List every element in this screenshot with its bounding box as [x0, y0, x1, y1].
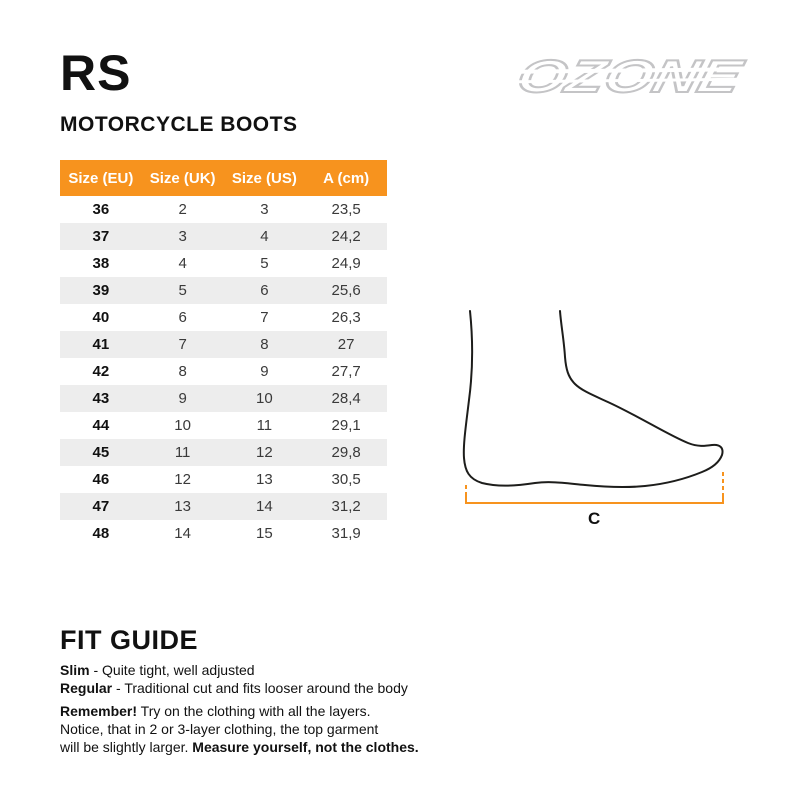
- cell-size-uk: 7: [142, 331, 224, 358]
- size-table: [60, 160, 387, 547]
- cell-size-uk: 2: [178, 201, 187, 218]
- cell-size-eu: 41: [60, 331, 142, 358]
- fit-guide-slim-line: [60, 661, 460, 679]
- cell-size-us: 13: [256, 471, 273, 488]
- cell-size-us: 7: [260, 309, 269, 326]
- cell-size-eu: 42: [92, 363, 110, 380]
- product-subtitle: MOTORCYCLE BOOTS: [60, 113, 298, 136]
- cell-size-us: 5: [260, 255, 269, 272]
- cell-size-uk: 8: [178, 363, 187, 380]
- cell-a-cm: 31,9: [331, 525, 361, 542]
- table-row: [60, 493, 387, 520]
- cell-size-us: 6: [224, 277, 306, 304]
- fit-guide-larger-text: will be slightly larger.: [60, 739, 193, 755]
- cell-a-cm: 24,9: [331, 255, 361, 272]
- cell-size-uk: 12: [174, 471, 191, 488]
- fit-guide-regular-label: Regular: [60, 680, 113, 696]
- fit-guide-remember-desc: Try on the clothing with all the layers.: [137, 703, 371, 719]
- table-row: [60, 277, 387, 304]
- cell-size-eu: 46: [92, 471, 110, 488]
- cell-size-eu: 43: [60, 385, 142, 412]
- cell-a-cm: 29,1: [331, 417, 361, 434]
- table-row: [60, 250, 387, 277]
- measure-label: C: [588, 509, 601, 528]
- cell-size-uk: 3: [142, 223, 224, 250]
- cell-a-cm: 26,3: [331, 309, 361, 326]
- measure-line: [466, 496, 723, 503]
- brand-logo: [500, 46, 760, 108]
- fit-guide-notice-line: Notice, that in 2 or 3-layer clothing, the top garment: [60, 721, 379, 737]
- cell-size-us: 9: [260, 363, 269, 380]
- cell-size-us: 14: [224, 493, 306, 520]
- table-row: [60, 466, 387, 493]
- cell-a-cm: 27,7: [331, 363, 361, 380]
- cell-a-cm: 24,2: [305, 223, 387, 250]
- cell-size-uk: 13: [142, 493, 224, 520]
- table-row: [60, 196, 387, 223]
- col-header-size-uk: Size (UK): [142, 160, 224, 196]
- cell-size-us: 12: [224, 439, 306, 466]
- table-row: [60, 385, 387, 412]
- fit-guide-measure-bold: Measure yourself, not the clothes.: [192, 739, 419, 755]
- cell-size-eu: 45: [60, 439, 142, 466]
- cell-a-cm: 23,5: [331, 201, 361, 218]
- size-table-body: [60, 196, 387, 547]
- cell-a-cm: 31,2: [305, 493, 387, 520]
- fit-guide-slim-desc: - Quite tight, well adjusted: [89, 662, 255, 678]
- table-row: [60, 331, 387, 358]
- cell-size-us: 11: [256, 417, 273, 434]
- cell-size-uk: 4: [178, 255, 187, 272]
- fit-guide-measure-line: [60, 738, 460, 756]
- cell-size-eu: 38: [92, 255, 110, 272]
- cell-size-eu: 47: [60, 493, 142, 520]
- foot-outline-drawing: [464, 311, 723, 487]
- brand-logo-text: [512, 51, 749, 102]
- cell-size-eu: 48: [92, 525, 110, 542]
- size-table-header: [60, 160, 387, 196]
- table-row: [60, 412, 387, 439]
- fit-guide-heading: FIT GUIDE: [60, 625, 198, 655]
- fit-guide-text: [60, 661, 460, 756]
- table-row: [60, 439, 387, 466]
- cell-size-us: 4: [224, 223, 306, 250]
- cell-a-cm: 27: [305, 331, 387, 358]
- cell-size-us: 8: [224, 331, 306, 358]
- cell-a-cm: 29,8: [305, 439, 387, 466]
- fit-guide-remember-label: Remember!: [60, 703, 138, 719]
- foot-measurement-diagram: [440, 295, 760, 540]
- table-row: [60, 304, 387, 331]
- cell-size-us: 10: [224, 385, 306, 412]
- cell-size-uk: 5: [142, 277, 224, 304]
- svg-text:OZONE: OZONE: [512, 50, 689, 102]
- cell-size-eu: 40: [92, 309, 110, 326]
- cell-a-cm: 28,4: [305, 385, 387, 412]
- fit-guide-regular-desc: - Traditional cut and fits looser around the body: [112, 680, 408, 696]
- cell-size-eu: 36: [92, 201, 110, 218]
- cell-a-cm: 30,5: [331, 471, 361, 488]
- fit-guide-remember-line: [60, 702, 460, 720]
- cell-size-eu: 44: [92, 417, 110, 434]
- col-header-size-eu: Size (EU): [60, 160, 142, 196]
- cell-size-uk: 14: [174, 525, 191, 542]
- table-row: [60, 358, 387, 385]
- col-header-a-cm: A (cm): [305, 160, 387, 196]
- fit-guide-slim-label: Slim: [60, 662, 90, 678]
- cell-size-uk: 6: [178, 309, 187, 326]
- cell-size-eu: 39: [60, 277, 142, 304]
- fit-guide-regular-line: [60, 679, 460, 697]
- cell-size-uk: 10: [174, 417, 191, 434]
- cell-a-cm: 25,6: [305, 277, 387, 304]
- table-row: [60, 520, 387, 547]
- cell-size-uk: 11: [142, 439, 224, 466]
- cell-size-us: 15: [256, 525, 273, 542]
- cell-size-uk: 9: [142, 385, 224, 412]
- table-row: [60, 223, 387, 250]
- product-title: RS: [60, 45, 132, 101]
- cell-size-eu: 37: [60, 223, 142, 250]
- col-header-size-us: Size (US): [224, 160, 306, 196]
- cell-size-us: 3: [260, 201, 269, 218]
